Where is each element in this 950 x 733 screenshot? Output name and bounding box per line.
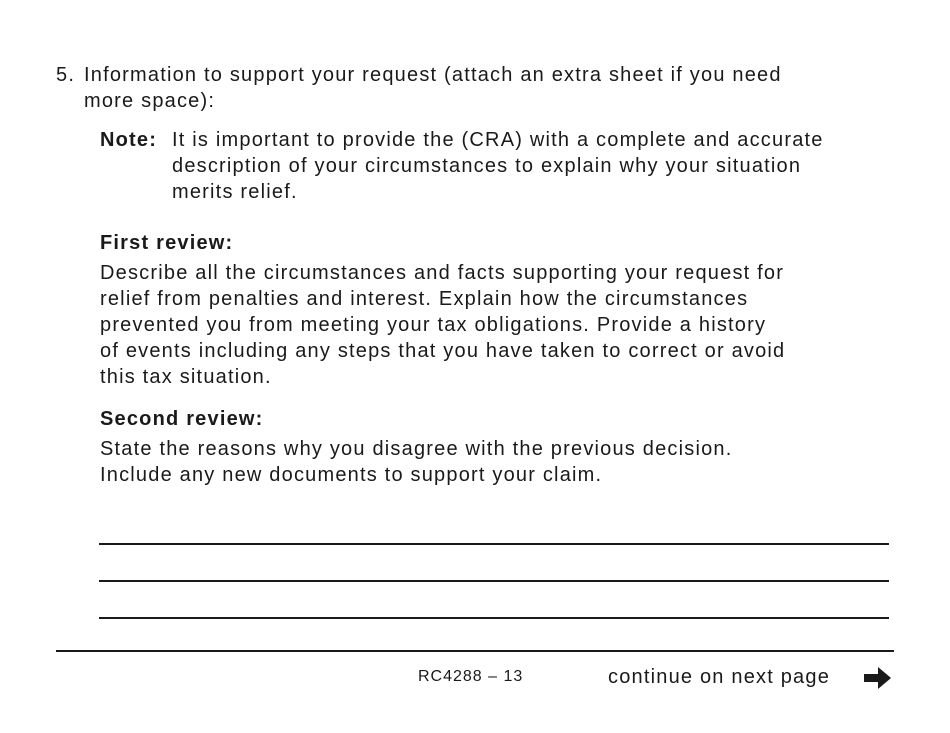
writing-line-3[interactable] [99, 617, 889, 619]
footer-divider [56, 650, 894, 652]
item-number: 5. [56, 64, 76, 86]
first-review-line: of events including any steps that you have taken to correct or avoid [100, 340, 786, 362]
writing-line-1[interactable] [99, 543, 889, 545]
first-review-line: prevented you from meeting your tax obligations. Provide a history [100, 314, 767, 336]
note-line: description of your circumstances to explain why your situation [172, 155, 802, 177]
second-review-line: Include any new documents to support your claim. [100, 464, 603, 486]
second-review-heading: Second review: [100, 408, 264, 430]
writing-line-2[interactable] [99, 580, 889, 582]
note-line: It is important to provide the (CRA) with a complete and accurate [172, 129, 824, 151]
continue-on-next-page: continue on next page [608, 666, 831, 688]
second-review-line: State the reasons why you disagree with the previous decision. [100, 438, 733, 460]
right-arrow-icon [864, 666, 892, 690]
first-review-line: relief from penalties and interest. Explain how the circumstances [100, 288, 749, 310]
first-review-line: Describe all the circumstances and facts supporting your request for [100, 262, 785, 284]
note-line: merits relief. [172, 181, 298, 203]
first-review-heading: First review: [100, 232, 234, 254]
item-heading-line2: more space): [84, 90, 216, 112]
item-heading-line1: Information to support your request (attach an extra sheet if you need [84, 64, 782, 86]
first-review-line: this tax situation. [100, 366, 272, 388]
form-id: RC4288 – 13 [418, 668, 524, 685]
note-label: Note: [100, 129, 158, 151]
